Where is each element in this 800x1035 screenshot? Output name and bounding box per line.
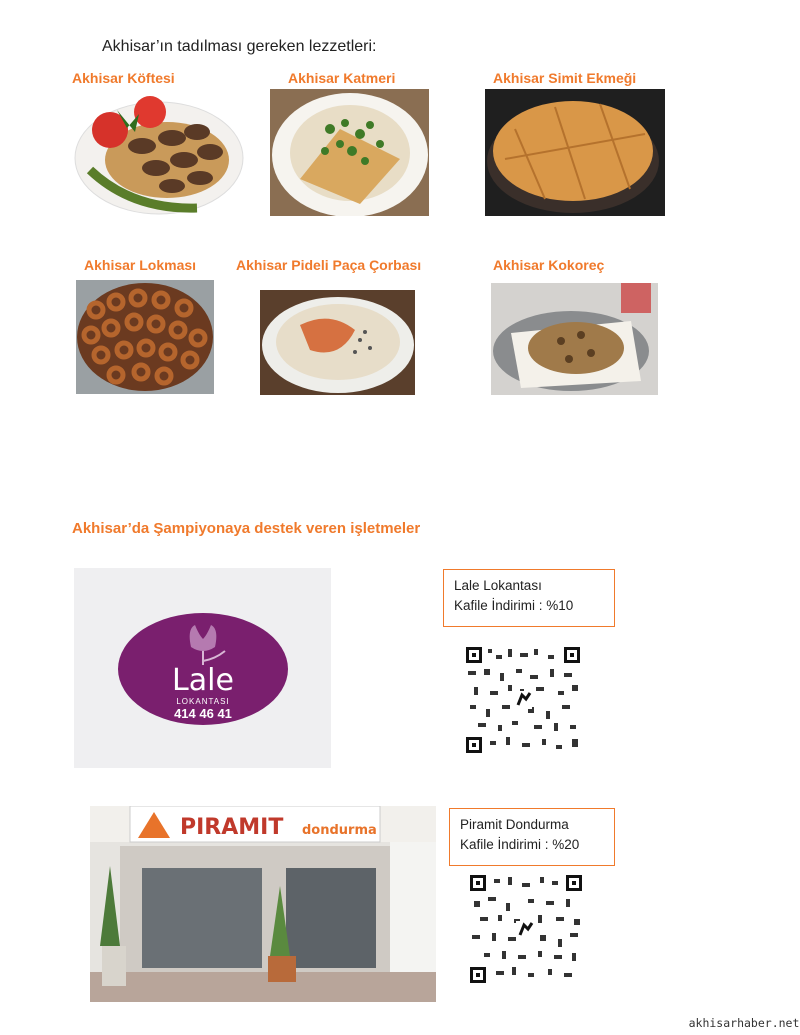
piramit-info-box: [449, 808, 615, 866]
piramit-discount: Kafile İndirimi : %20: [460, 837, 580, 852]
lale-logo-brand: Lale: [172, 663, 234, 698]
katmer-photo: [270, 89, 429, 216]
kofte-photo: [72, 90, 247, 217]
lale-logo-image: [74, 568, 331, 768]
piramit-sign-brand: PIRAMIT: [180, 815, 284, 840]
intro-text: Akhisar’ın tadılması gereken lezzetleri:: [102, 38, 377, 55]
piramit-name: Piramit Dondurma: [460, 817, 569, 832]
piramit-storefront-image: [90, 806, 436, 1002]
simit-ekmegi-photo: [485, 89, 665, 216]
food-title-lokma: Akhisar Lokması: [84, 257, 197, 273]
food-title-kofte: Akhisar Köftesi: [72, 70, 175, 86]
lale-logo-phone: 414 46 41: [174, 706, 232, 721]
piramit-sign-sub: dondurma: [302, 823, 377, 838]
food-title-katmer: Akhisar Katmeri: [288, 70, 396, 86]
lale-logo-ellipse: [118, 613, 288, 725]
lale-name: Lale Lokantası: [454, 578, 542, 593]
lokma-photo: [76, 280, 214, 394]
kokorec-photo: [491, 283, 658, 395]
lale-discount: Kafile İndirimi : %10: [454, 598, 574, 613]
food-title-kokorec: Akhisar Kokoreç: [493, 257, 605, 273]
lale-info-box: [443, 569, 615, 627]
watermark: akhisarhaber.net: [688, 1011, 800, 1035]
paca-corbasi-photo: [260, 290, 415, 395]
lale-logo-sub: LOKANTASI: [176, 697, 230, 706]
food-title-paca-corbasi: Akhisar Pideli Paça Çorbası: [236, 257, 422, 273]
tulip-icon: [173, 621, 233, 669]
piramit-qr-code: [468, 873, 584, 985]
food-title-simit-ekmegi: Akhisar Simit Ekmeği: [493, 70, 637, 86]
section-title: Akhisar’da Şampiyonaya destek veren işletmeler: [72, 520, 421, 537]
lale-qr-code: [464, 645, 582, 755]
